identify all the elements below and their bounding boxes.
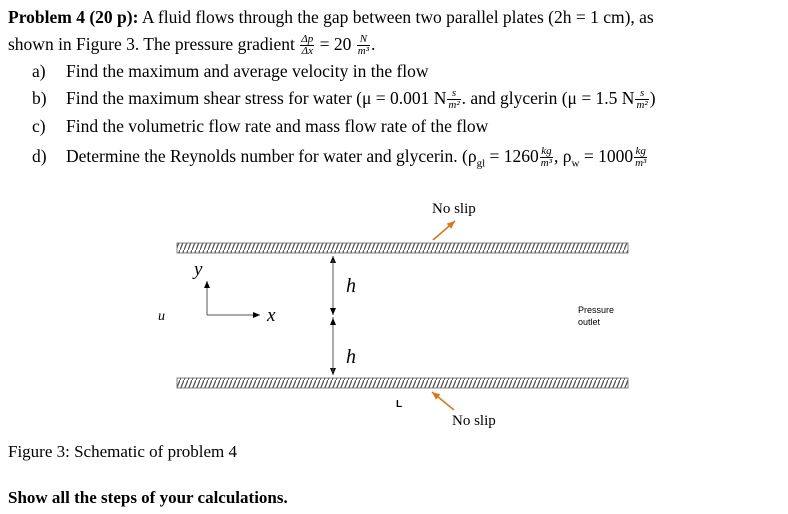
velocity-label: u⃗ [158, 309, 176, 324]
problem-heading: Problem 4 (20 p): [8, 7, 139, 27]
item-d-sub-w: w [571, 157, 580, 170]
problem-intro-1: A fluid flows through the gap between two parallel plates (2h = 1 cm), as [141, 7, 654, 27]
footer-instruction: Show all the steps of your calculations. [8, 488, 288, 507]
top-plate [177, 243, 628, 253]
gradient-unit-den: m³ [357, 45, 370, 58]
gradient-end: . [371, 34, 376, 54]
item-b-fr1-den: m² [448, 99, 460, 112]
item-d-fr2-num: kg [635, 145, 646, 158]
gradient-numerator: Δp [301, 33, 314, 46]
item-d-label: d) [32, 146, 47, 166]
item-d-text-a: Determine the Reynolds number for water and glycerin. (ρ [66, 146, 477, 166]
gradient-denominator: Δx [301, 45, 313, 58]
item-b-text-c: ) [649, 88, 656, 108]
item-d-sub-gl: gl [476, 157, 486, 170]
figure-caption: Figure 3: Schematic of problem 4 [8, 442, 237, 461]
item-b-fr1-num: s [447, 88, 460, 100]
item-b-fr2-den: m² [636, 99, 648, 112]
no-slip-top-label: No slip [432, 201, 476, 217]
item-d-text-c: , ρ [554, 146, 572, 166]
gradient-value: = 20 [319, 34, 352, 54]
h-bottom-label: h [346, 346, 356, 368]
h-top-label: h [346, 275, 356, 297]
item-c-text: Find the volumetric flow rate and mass flow rate of the flow [66, 116, 489, 136]
item-c-label: c) [32, 116, 46, 136]
x-axis-label: x [267, 305, 276, 326]
no-slip-top-arrow [433, 221, 455, 240]
item-a-label: a) [32, 61, 46, 81]
item-a-text: Find the maximum and average velocity in the flow [66, 61, 429, 81]
item-d-text-d: = 1000 [579, 146, 634, 166]
length-label: L [396, 399, 403, 410]
item-d-text-b: = 1260 [485, 146, 539, 166]
y-axis-label: y [194, 259, 203, 280]
gradient-unit-num: N [357, 34, 370, 46]
problem-intro-2: shown in Figure 3. The pressure gradient [8, 34, 295, 54]
item-b-fr2-num: s [635, 88, 648, 100]
item-d-fr1-num: kg [541, 145, 552, 158]
no-slip-bottom-label: No slip [452, 413, 496, 429]
bottom-plate [177, 378, 628, 388]
item-b-text-a: Find the maximum shear stress for water (μ = 0.001 N [66, 88, 447, 108]
item-d-fr2-den: m³ [635, 157, 647, 170]
item-b-label: b) [32, 88, 47, 108]
no-slip-bottom-arrow [432, 392, 454, 410]
pressure-outlet-label-2: outlet [578, 317, 601, 327]
item-d-fr1-den: m³ [540, 157, 553, 170]
item-b-text-b: . and glycerin (μ = 1.5 N [461, 88, 635, 108]
pressure-outlet-label-1: Pressure [578, 305, 615, 315]
